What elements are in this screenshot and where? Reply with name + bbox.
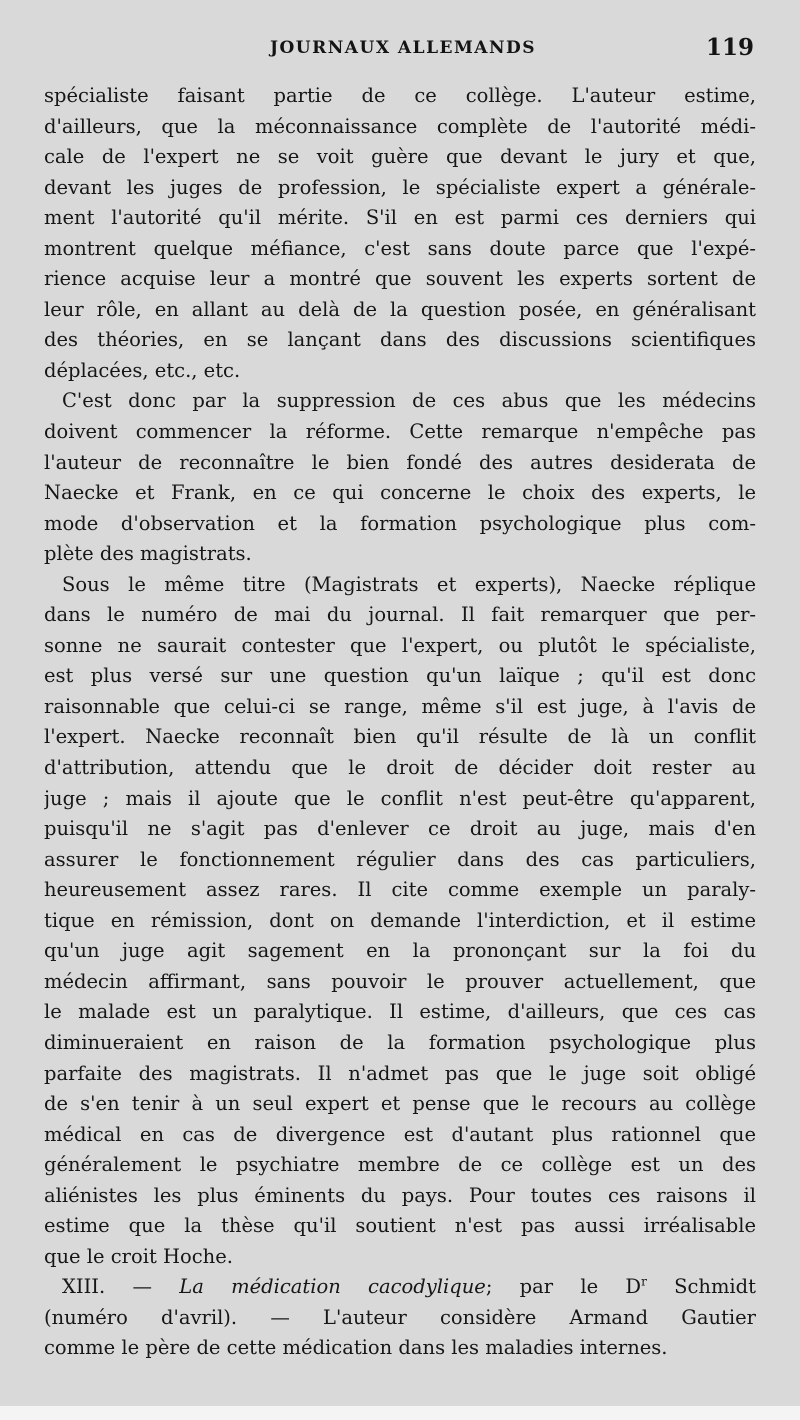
section-numeral: XIII. [62, 1275, 106, 1299]
text-line: plète des magistrats. [44, 542, 252, 566]
section-dash: — [132, 1275, 152, 1299]
text-line: l'auteur de reconnaître le bien fondé des autres desiderata de [44, 450, 756, 474]
section-heading-xiii [44, 1272, 756, 1303]
text-line: devant les juges de profession, le spécialiste expert a générale- [44, 175, 756, 199]
text-line: aliénistes les plus éminents du pays. Pour toutes ces raisons il [44, 1183, 756, 1207]
text-line: de s'en tenir à un seul expert et pense que le recours au collège [44, 1092, 756, 1116]
text-line: juge ; mais il ajoute que le conflit n'est peut-être qu'apparent, [44, 786, 756, 810]
page-header [44, 34, 762, 66]
text-line: spécialiste faisant partie de ce collège. L'auteur estime, [44, 84, 756, 107]
doctor-superscript: r [641, 1274, 647, 1289]
text-line: C'est donc par la suppression de ces abus que les médecins [62, 389, 756, 413]
text-line: parfaite des magistrats. Il n'admet pas que le juge soit obligé [44, 1061, 756, 1085]
text-line: doivent commencer la réforme. Cette remarque n'empêche pas [44, 420, 756, 444]
section-title: La médication cacodylique [179, 1275, 486, 1299]
text-line: Naecke et Frank, en ce qui concerne le choix des experts, le [44, 481, 756, 505]
text-line: heureusement assez rares. Il cite comme exemple un paraly- [44, 878, 756, 902]
section-byline: ; par le D [485, 1275, 642, 1299]
text-line: assurer le fonctionnement régulier dans des cas particuliers, [44, 847, 756, 871]
text-line: Sous le même titre (Magistrats et experts), Naecke réplique [62, 572, 756, 596]
text-line: médical en cas de divergence est d'autant plus rationnel que [44, 1122, 756, 1146]
text-line: tique en rémission, dont on demande l'interdiction, et il estime [44, 908, 756, 932]
section-author: Schmidt [646, 1275, 756, 1299]
text-line: rience acquise leur a montré que souvent les experts sortent de [44, 267, 756, 291]
page-number: 119 [705, 34, 754, 61]
text-line: comme le père de cette médication dans les maladies internes. [44, 1336, 668, 1360]
text-line: dans le numéro de mai du journal. Il fait remarquer que per- [44, 603, 756, 627]
text-line: cale de l'expert ne se voit guère que devant le jury et que, [44, 145, 756, 169]
text-line: est plus versé sur une question qu'un laïque ; qu'il est donc [44, 664, 756, 688]
text-line: d'attribution, attendu que le droit de décider doit rester au [44, 756, 756, 780]
text-line: des théories, en se lançant dans des discussions scientifiques [44, 328, 756, 352]
text-line: mode d'observation et la formation psychologique plus com- [44, 511, 756, 535]
text-line: (numéro d'avril). — L'auteur considère Armand Gautier [44, 1305, 756, 1329]
text-line: que le croit Hoche. [44, 1244, 233, 1268]
text-line: le malade est un paralytique. Il estime, d'ailleurs, que ces cas [44, 1000, 756, 1024]
text-line: leur rôle, en allant au delà de la question posée, en généralisant [44, 297, 756, 321]
text-line: puisqu'il ne s'agit pas d'enlever ce droit au juge, mais d'en [44, 817, 756, 841]
text-line: estime que la thèse qu'il soutient n'est pas aussi irréalisable [44, 1214, 756, 1238]
text-line: qu'un juge agit sagement en la prononçant sur la foi du [44, 939, 756, 963]
text-line: l'expert. Naecke reconnaît bien qu'il résulte de là un conflit [44, 725, 756, 749]
running-title: JOURNAUX ALLEMANDS [269, 38, 537, 58]
text-line: médecin affirmant, sans pouvoir le prouver actuellement, que [44, 969, 756, 993]
text-line: d'ailleurs, que la méconnaissance complète de l'autorité médi- [44, 114, 756, 138]
text-line: déplacées, etc., etc. [44, 358, 241, 382]
text-line: généralement le psychiatre membre de ce collège est un des [44, 1153, 756, 1177]
text-line: ment l'autorité qu'il mérite. S'il en est parmi ces derniers qui [44, 206, 756, 230]
text-line: sonne ne saurait contester que l'expert, ou plutôt le spécialiste, [44, 633, 756, 657]
text-line: raisonnable que celui-ci se range, même s'il est juge, à l'avis de [44, 694, 756, 718]
text-line: montrent quelque méfiance, c'est sans doute parce que l'expé- [44, 236, 756, 260]
body-text [44, 81, 756, 1364]
text-line: diminueraient en raison de la formation psychologique plus [44, 1030, 756, 1054]
